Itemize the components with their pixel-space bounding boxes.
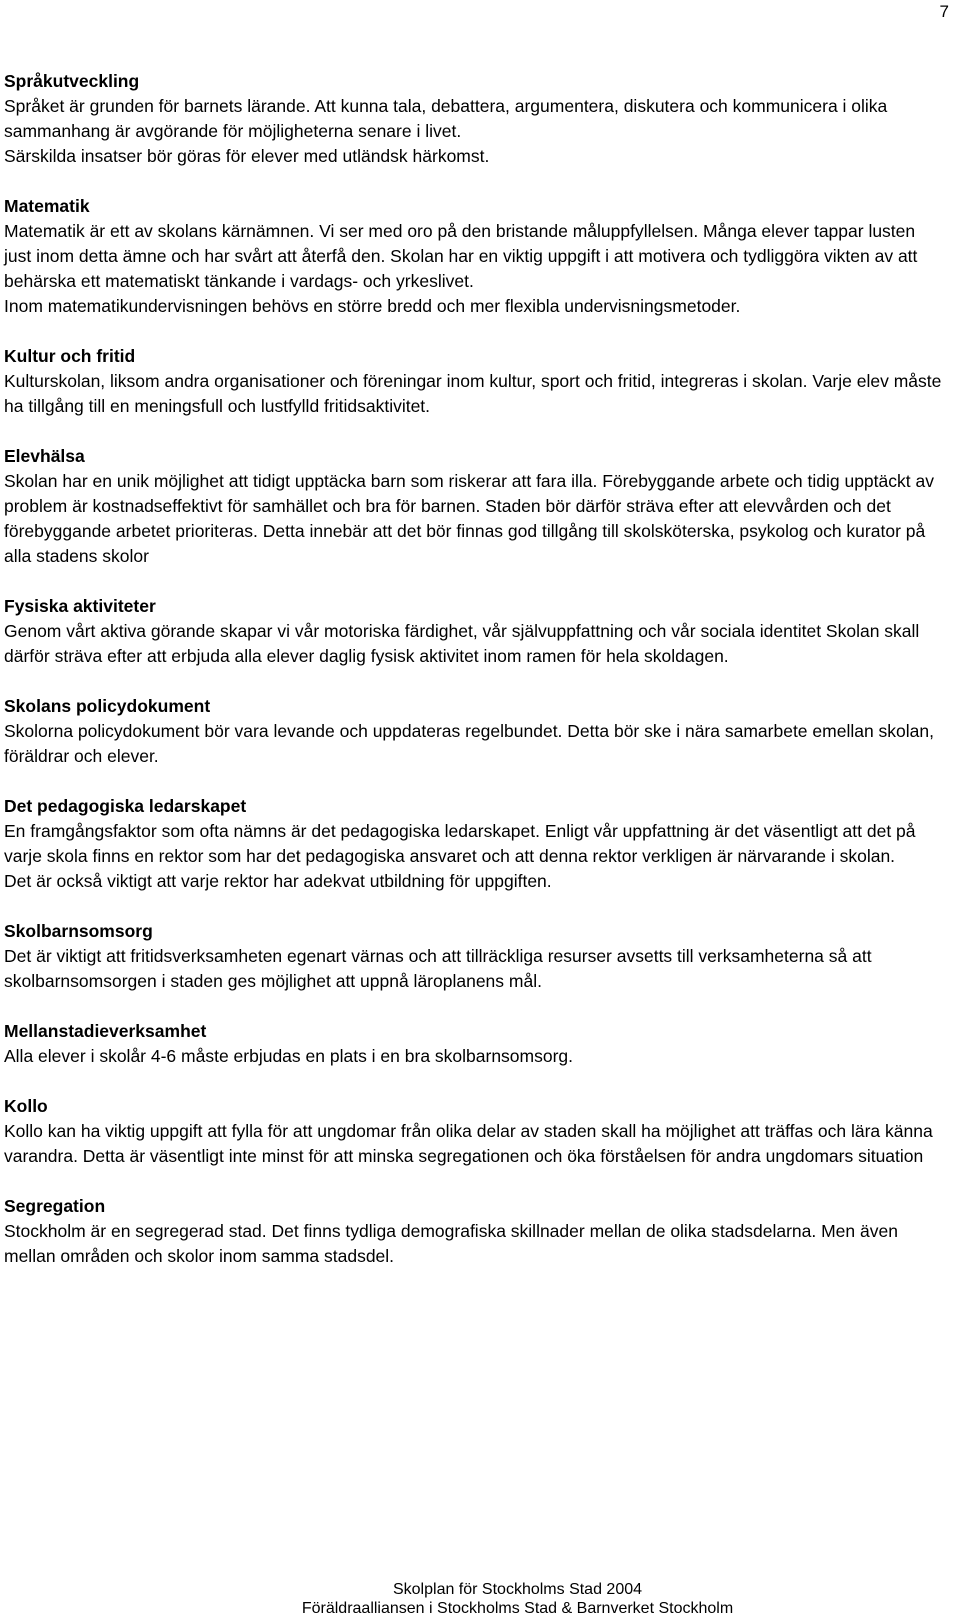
section-segregation bbox=[4, 1194, 944, 1269]
section-heading: Skolbarnsomsorg bbox=[4, 921, 153, 941]
section-kultur-och-fritid bbox=[4, 344, 944, 419]
section-heading: Fysiska aktiviteter bbox=[4, 596, 156, 616]
section-heading: Kultur och fritid bbox=[4, 346, 136, 366]
section-paragraph: Kulturskolan, liksom andra organisationer och föreningar inom kultur, sport och fritid, integreras i skolan. Varje elev måste ha tillgång till en meningsfull och lustfylld fritidsaktivitet. bbox=[4, 371, 942, 416]
section-paragraph: Genom vårt aktiva görande skapar vi vår motoriska färdighet, vår självuppfattning och vår sociala identitet Skolan skall därför sträva efter att erbjuda alla elever daglig fysisk aktivitet inom ramen för hela skoldagen. bbox=[4, 621, 920, 666]
section-paragraph: En framgångsfaktor som ofta nämns är det pedagogiska ledarskapet. Enligt vår uppfattning är det väsentligt att det på varje skola finns en rektor som har det pedagogiska ansvaret och att denna rektor verkligen är närvarande i skolan. bbox=[4, 821, 916, 866]
section-heading: Språkutveckling bbox=[4, 71, 140, 91]
page-footer bbox=[0, 1580, 960, 1618]
section-paragraph: Skolorna policydokument bör vara levande och uppdateras regelbundet. Detta bör ske i nära samarbete emellan skolan, föräldrar och elever. bbox=[4, 721, 934, 766]
section-paragraph: Matematik är ett av skolans kärnämnen. Vi ser med oro på den bristande måluppfyllelsen. Många elever tappar lusten just inom detta ämne och har svårt att återfå den. Skolan har en viktig uppgift i att motivera och tydliggöra vikten av att behärska ett matematiskt tänkande i vardags- och yrkeslivet. bbox=[4, 221, 918, 291]
section-paragraph: Skolan har en unik möjlighet att tidigt upptäcka barn som riskerar att fara illa. Förebyggande arbete och tidig upptäckt av problem är kostnadseffektivt för samhället och bra för barnen. Staden bör därför sträva efter att elevvården och det förebyggande arbetet prioriteras. Detta innebär att det bör finnas god tillgång till skolsköterska, psykolog och kurator på alla stadens skolor bbox=[4, 471, 934, 566]
section-paragraph: Särskilda insatser bör göras för elever med utländsk härkomst. bbox=[4, 146, 490, 166]
section-paragraph: Alla elever i skolår 4-6 måste erbjudas en plats i en bra skolbarnsomsorg. bbox=[4, 1046, 574, 1066]
section-skolans-policydokument bbox=[4, 694, 944, 769]
section-paragraph: Stockholm är en segregerad stad. Det finns tydliga demografiska skillnader mellan de olika stadsdelarna. Men även mellan områden och skolor inom samma stadsdel. bbox=[4, 1221, 898, 1266]
section-heading: Det pedagogiska ledarskapet bbox=[4, 796, 247, 816]
section-heading: Mellanstadieverksamhet bbox=[4, 1021, 207, 1041]
footer-title: Skolplan för Stockholms Stad 2004 bbox=[392, 1581, 643, 1598]
section-matematik bbox=[4, 194, 944, 319]
section-sprakutveckling bbox=[4, 69, 944, 169]
section-heading: Kollo bbox=[4, 1096, 48, 1116]
section-mellanstadieverksamhet bbox=[4, 1019, 944, 1069]
section-paragraph: Det är också viktigt att varje rektor har adekvat utbildning för uppgiften. bbox=[4, 871, 552, 891]
section-kollo bbox=[4, 1094, 944, 1169]
section-fysiska-aktiviteter bbox=[4, 594, 944, 669]
section-det-pedagogiska-ledarskapet bbox=[4, 794, 944, 894]
section-paragraph: Språket är grunden för barnets lärande. Att kunna tala, debattera, argumentera, diskutera och kommunicera i olika sammanhang är avgörande för möjligheterna senare i livet. bbox=[4, 96, 888, 141]
section-heading: Matematik bbox=[4, 196, 90, 216]
section-elevhalsa bbox=[4, 444, 944, 569]
document-body bbox=[4, 69, 944, 1294]
page-number: 7 bbox=[939, 2, 949, 21]
section-heading: Elevhälsa bbox=[4, 446, 85, 466]
section-paragraph: Det är viktigt att fritidsverksamheten egenart värnas och att tillräckliga resurser avsetts till verksamheterna så att skolbarnsomsorgen i staden ges möjlighet att uppnå läroplanens mål. bbox=[4, 946, 872, 991]
section-paragraph: Kollo kan ha viktig uppgift att fylla för att ungdomar från olika delar av staden skall ha möjlighet att träffas och lära känna varandra. Detta är väsentligt inte minst för att minska segregationen och öka förståelsen för andra ungdomars situation bbox=[4, 1121, 933, 1166]
section-skolbarnsomsorg bbox=[4, 919, 944, 994]
section-heading: Segregation bbox=[4, 1196, 106, 1216]
section-heading: Skolans policydokument bbox=[4, 696, 211, 716]
section-paragraph: Inom matematikundervisningen behövs en större bredd och mer flexibla undervisningsmetoder. bbox=[4, 296, 741, 316]
footer-organizations: Föräldraalliansen i Stockholms Stad & Barnverket Stockholm bbox=[301, 1600, 734, 1617]
